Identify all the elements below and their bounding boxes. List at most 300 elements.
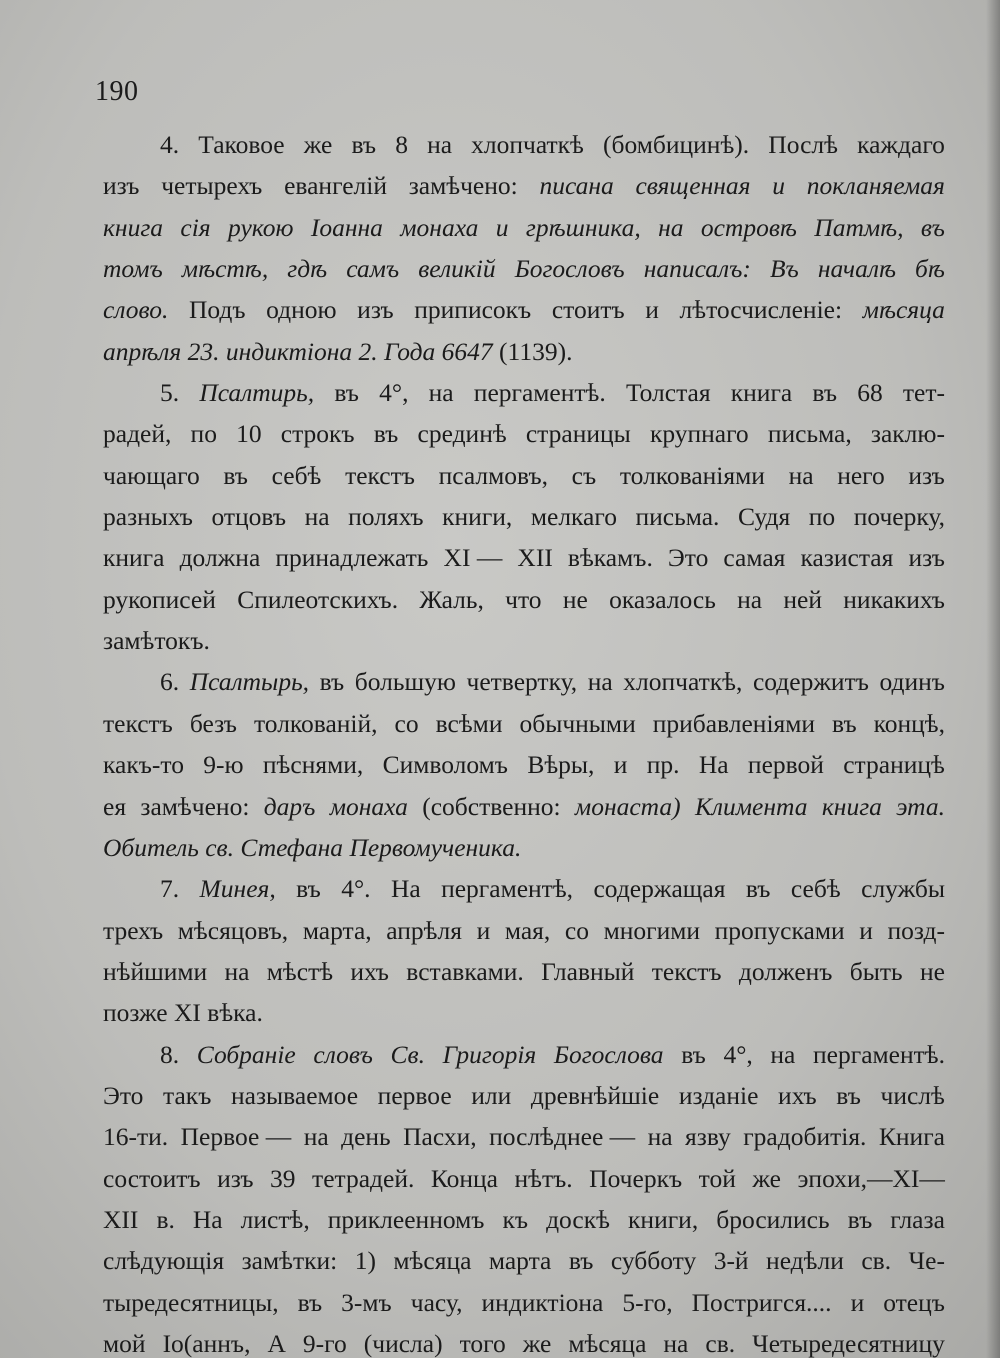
word: на (428, 378, 454, 408)
word: Послѣ (768, 130, 838, 159)
word: 4°, (379, 378, 409, 408)
italic-word: покланяемая (806, 171, 945, 201)
word: въ (847, 1204, 873, 1234)
italic-word: 2. (358, 336, 378, 366)
word: толкованій, (253, 708, 378, 738)
word: или (471, 1080, 512, 1110)
word: въ (373, 419, 399, 449)
word: по (808, 502, 836, 532)
italic-word: Года (384, 336, 436, 366)
word: вѣкамъ. (567, 543, 653, 573)
word: глаза (890, 1204, 945, 1234)
word: Первое — (180, 1122, 292, 1152)
italic-word: Патмѣ, (814, 212, 904, 242)
word: изъ (103, 171, 140, 201)
word: Четыредесятницу (752, 1328, 945, 1358)
word: изъ (908, 543, 945, 573)
word: радей, (103, 419, 172, 449)
word: вставками. (406, 956, 524, 986)
word: срединѣ (417, 419, 507, 449)
word: индиктіона (481, 1287, 604, 1317)
word: въ (568, 1246, 594, 1276)
word: Че- (908, 1246, 945, 1276)
word: Главный (541, 956, 635, 986)
italic-word: эта. (896, 791, 945, 821)
word: Постригся.... (691, 1287, 832, 1317)
word: книга (103, 543, 165, 573)
word: многими (603, 915, 701, 945)
word: большую (354, 667, 456, 697)
word: строкъ (280, 419, 355, 449)
italic-word: Григорія (442, 1039, 537, 1069)
word: текстъ (103, 708, 173, 738)
word: книги, (628, 1204, 699, 1234)
word: 7. (160, 874, 180, 904)
word: долженъ (738, 956, 833, 986)
italic-word: великій (418, 254, 496, 284)
word: первой (747, 750, 824, 780)
text-line (103, 165, 945, 206)
word: почерку, (853, 502, 945, 532)
word: 4. (160, 130, 180, 159)
italic-word: Богослова (553, 1039, 664, 1069)
word: никакихъ (843, 584, 945, 614)
word: въ (223, 460, 248, 490)
word: язву (685, 1122, 731, 1152)
word: стоитъ (551, 295, 625, 325)
word: чающаго (103, 460, 200, 490)
word: недѣли (766, 1246, 844, 1276)
text-line (103, 661, 945, 702)
word: къ (502, 1204, 529, 1234)
word: замѣчено: (140, 791, 250, 821)
word: Жаль, (419, 584, 484, 614)
italic-word: индиктіона (225, 336, 353, 366)
word: по (190, 419, 217, 449)
word: такъ (163, 1080, 212, 1110)
word: пр. (646, 750, 680, 780)
word: казистая (800, 543, 894, 573)
text-line (103, 1034, 945, 1075)
word: замѣтки: (241, 1246, 338, 1276)
word: обычными (519, 708, 636, 738)
word: самая (723, 543, 786, 573)
word: изъ (357, 295, 394, 325)
text-line (103, 1282, 945, 1323)
word: въ (296, 874, 321, 904)
word: мѣстѣ (266, 956, 334, 986)
word: Книга (878, 1122, 945, 1152)
word: въ (351, 130, 377, 159)
word: мой (103, 1328, 146, 1358)
word: Толстая (625, 378, 711, 408)
word: со (564, 915, 589, 945)
word: пергаментѣ, (441, 874, 574, 904)
word: Символомъ (382, 750, 508, 780)
word: отцовъ (211, 502, 286, 532)
word: поляхъ (348, 502, 424, 532)
word: мѣсяца (568, 1328, 647, 1358)
word: же (752, 1163, 781, 1193)
text-line (103, 868, 945, 909)
italic-word: Обитель (103, 832, 199, 862)
word: въ (836, 1080, 861, 1110)
word: часу, (410, 1287, 463, 1317)
word: текстъ (345, 460, 415, 490)
word: 6. (160, 667, 180, 697)
text-line (103, 455, 945, 496)
italic-word: Богословъ (514, 254, 625, 284)
word: 9-ю (203, 750, 244, 780)
word: 3-мъ (341, 1287, 392, 1317)
text-line (103, 744, 945, 785)
italic-word: книга (821, 791, 882, 821)
italic-word: гдѣ (287, 254, 328, 284)
text-line (103, 579, 945, 620)
word: себѣ (790, 874, 841, 904)
word: (числа) (363, 1328, 443, 1358)
word: него (837, 460, 885, 490)
word: Почеркъ (589, 1163, 683, 1193)
word: не (919, 956, 945, 986)
word: 10 (236, 419, 262, 449)
text-line (103, 372, 945, 413)
word: не (562, 584, 588, 614)
text-line (103, 992, 945, 1033)
word: На (192, 1204, 223, 1234)
italic-word: написалъ: (643, 254, 751, 284)
word: и (476, 915, 491, 945)
word: мелкаго (530, 502, 617, 532)
word: Конца (430, 1163, 498, 1193)
word: Подъ (188, 295, 246, 325)
word: XI — (443, 543, 503, 573)
word: апрѣля (386, 915, 462, 945)
italic-word: даръ (263, 791, 316, 821)
word: разныхъ (103, 502, 193, 532)
word: и (850, 1287, 865, 1317)
word: въ (297, 1287, 323, 1317)
word: на (587, 667, 613, 697)
word: ихъ (350, 956, 389, 986)
word: содержащая (593, 874, 726, 904)
word: въ (681, 1039, 706, 1069)
word: той (698, 1163, 736, 1193)
italic-word: бѣ (915, 254, 945, 284)
word: каждаго (857, 130, 945, 159)
italic-word: Псалтирь, (199, 378, 315, 408)
word: Спилеотскихъ. (237, 584, 399, 614)
word: листѣ, (240, 1204, 310, 1234)
word: письма, (767, 419, 852, 449)
word: марта, (302, 915, 372, 945)
text-line (103, 910, 945, 951)
word: 4°. (341, 874, 371, 904)
text-line (103, 331, 945, 372)
word: отецъ (883, 1287, 945, 1317)
word: эпохи,—XI— (797, 1163, 945, 1193)
italic-word: мѣсяца (862, 295, 945, 325)
word: въ (334, 378, 359, 408)
word: мѣсяца (393, 1246, 472, 1276)
italic-word: монаха (400, 212, 479, 242)
word: позже (103, 998, 168, 1028)
word: оказалось (609, 584, 716, 614)
word: бросились (716, 1204, 830, 1234)
word: Пасхи, (403, 1122, 477, 1152)
text-line (103, 537, 945, 578)
text-line (103, 1199, 945, 1240)
word: на (427, 130, 453, 159)
word: въ (832, 708, 857, 738)
word: числѣ (880, 1080, 945, 1110)
word: и (859, 915, 873, 945)
text-line (103, 496, 945, 537)
word: трехъ (103, 915, 164, 945)
word: быть (849, 956, 903, 986)
word: хлопчаткѣ (471, 130, 584, 159)
text-line (103, 1075, 945, 1116)
italic-word: Собраніе (196, 1039, 296, 1069)
word: (1139). (499, 336, 573, 366)
italic-word: на (658, 212, 684, 242)
word: на (770, 1039, 796, 1069)
word: приписокъ (414, 295, 532, 325)
word: Судя (737, 502, 791, 532)
word: 16-ти. (103, 1122, 169, 1152)
word: принадлежать (275, 543, 429, 573)
word: На (698, 750, 729, 780)
text-line (103, 124, 945, 165)
word: страницы (525, 419, 631, 449)
italic-word: монаста) (574, 791, 681, 821)
word: мѣсяцовъ, (177, 915, 289, 945)
word: первое (377, 1080, 452, 1110)
word: одною (266, 295, 337, 325)
word: А (267, 1328, 286, 1358)
word: послѣднее — (489, 1122, 636, 1152)
word: градобитія. (743, 1122, 867, 1152)
italic-word: Псалтырь, (189, 667, 310, 697)
italic-word: писана (539, 171, 614, 201)
text-line (103, 413, 945, 454)
word: 39 (270, 1163, 296, 1193)
italic-word: томъ (103, 254, 163, 284)
word: На (390, 874, 421, 904)
word: страницѣ (843, 750, 945, 780)
text-line (103, 620, 945, 661)
word: пергаментѣ. (813, 1039, 945, 1069)
italic-word: и (772, 171, 785, 201)
word: Вѣры, (527, 750, 595, 780)
italic-word: Въ (769, 254, 799, 284)
word: субботу (610, 1246, 697, 1276)
italic-word: словъ (313, 1039, 373, 1069)
word: 5-го, (622, 1287, 673, 1317)
word: со (394, 708, 419, 738)
word: какъ-то (103, 750, 184, 780)
italic-word: монаха (329, 791, 408, 821)
word: себѣ (271, 460, 322, 490)
italic-word: островѣ (700, 212, 797, 242)
italic-word: рукою (228, 212, 294, 242)
word: евангелій (284, 171, 387, 201)
word: крупнаго (649, 419, 749, 449)
word: Это (103, 1080, 144, 1110)
word: книга (730, 378, 793, 408)
word: замѣчено: (408, 171, 518, 201)
italic-word: Минея, (199, 874, 276, 904)
italic-word: Св. (390, 1039, 425, 1069)
text-line (103, 1240, 945, 1281)
word: изъ (217, 1163, 254, 1193)
italic-word: 23. (187, 336, 220, 366)
italic-word: священная (635, 171, 751, 201)
text-line (103, 827, 945, 868)
text-line (103, 1158, 945, 1199)
word: же (522, 1328, 552, 1358)
word: св. (861, 1246, 892, 1276)
word: замѣтокъ. (103, 626, 210, 656)
word: ихъ (778, 1080, 817, 1110)
italic-word: книга (103, 212, 164, 242)
word: въ (812, 378, 838, 408)
italic-word: слово. (103, 295, 169, 325)
word: службы (861, 874, 945, 904)
word: тыредесятницы, (103, 1287, 279, 1317)
word: доскѣ (546, 1204, 610, 1234)
word: изъ (908, 460, 945, 490)
word: текстъ (651, 956, 722, 986)
word: на (663, 1328, 689, 1358)
word: пергаментѣ. (473, 378, 606, 408)
word: вѣка. (207, 998, 263, 1028)
word: 8. (160, 1039, 180, 1069)
italic-word: 6647 (441, 336, 493, 366)
word: безъ (189, 708, 237, 738)
word: 1) (354, 1246, 376, 1276)
word: толкованіями (619, 460, 765, 490)
word: тет- (902, 378, 945, 408)
word: что (505, 584, 542, 614)
text-line (103, 1323, 945, 1358)
text-line (103, 703, 945, 744)
italic-word: Іоанна (310, 212, 383, 242)
word: въ (319, 667, 345, 697)
word: (бомбицинѣ). (603, 130, 750, 159)
word: на (303, 1122, 329, 1152)
word: всѣми (435, 708, 503, 738)
word: пропусками (714, 915, 845, 945)
word: и (613, 750, 628, 780)
italic-word: апрѣля (103, 336, 182, 366)
word: прибавленіями (652, 708, 816, 738)
word: приклеенномъ (327, 1204, 485, 1234)
italic-word: сія (180, 212, 211, 242)
word: и (645, 295, 659, 325)
word: 9-го (302, 1328, 347, 1358)
word: одинъ (879, 667, 945, 697)
word: называемое (231, 1080, 359, 1110)
word: 5. (160, 378, 180, 408)
word: четвертку, (466, 667, 578, 697)
word: въ (745, 874, 771, 904)
word: состоитъ (103, 1163, 201, 1193)
word: древнѣйшіе (530, 1080, 660, 1110)
word: XI (173, 998, 201, 1028)
text-line (103, 951, 945, 992)
italic-word: и (495, 212, 509, 242)
word: на (647, 1122, 673, 1152)
word: тетрадей. (312, 1163, 415, 1193)
italic-word: мѣстѣ, (181, 254, 269, 284)
word: XII (103, 1204, 139, 1234)
word: позд- (887, 915, 945, 945)
word: Это (667, 543, 709, 573)
word: Іо(аннъ, (162, 1328, 251, 1358)
text-line (103, 248, 945, 289)
word: съ (571, 460, 597, 490)
word: в. (156, 1204, 175, 1234)
word: 3-й (713, 1246, 749, 1276)
word: на (788, 460, 814, 490)
word: на (224, 956, 250, 986)
word: на (304, 502, 330, 532)
word: (собственно: (422, 791, 561, 821)
word: псалмовъ, (438, 460, 549, 490)
word: содержитъ (752, 667, 869, 697)
word: пѣснями, (262, 750, 364, 780)
text-line (103, 289, 945, 330)
word: ея (103, 791, 127, 821)
page-spine-shadow (986, 0, 1000, 1358)
body-text (103, 124, 945, 1358)
word: 8 (395, 130, 408, 159)
word: того (459, 1328, 506, 1358)
word: слѣдующія (103, 1246, 225, 1276)
word: четырехъ (161, 171, 263, 201)
word: марта (488, 1246, 552, 1276)
word: на (737, 584, 763, 614)
word: концѣ, (873, 708, 945, 738)
italic-word: Стефана (240, 832, 344, 862)
word: письма. (635, 502, 720, 532)
word: день (341, 1122, 391, 1152)
italic-word: самъ (346, 254, 400, 284)
text-line (103, 207, 945, 248)
text-line (103, 786, 945, 827)
word: книги, (442, 502, 513, 532)
italic-word: началѣ (817, 254, 896, 284)
word: нѣтъ. (514, 1163, 573, 1193)
page-number: 190 (95, 76, 139, 107)
text-line (103, 1116, 945, 1157)
word: рукописей (103, 584, 216, 614)
word: Таковое (198, 130, 285, 159)
italic-word: св. (205, 832, 234, 862)
italic-word: въ (920, 212, 945, 242)
word: должна (179, 543, 261, 573)
word: хлопчаткѣ, (623, 667, 743, 697)
word: заклю- (870, 419, 945, 449)
word: нѣйшими (103, 956, 208, 986)
italic-word: грѣшника, (525, 212, 641, 242)
word: лѣтосчисленіе: (679, 295, 843, 325)
italic-word: Первомученика. (349, 832, 522, 862)
word: же (303, 130, 333, 159)
word: ней (783, 584, 822, 614)
word: изданіе (678, 1080, 759, 1110)
